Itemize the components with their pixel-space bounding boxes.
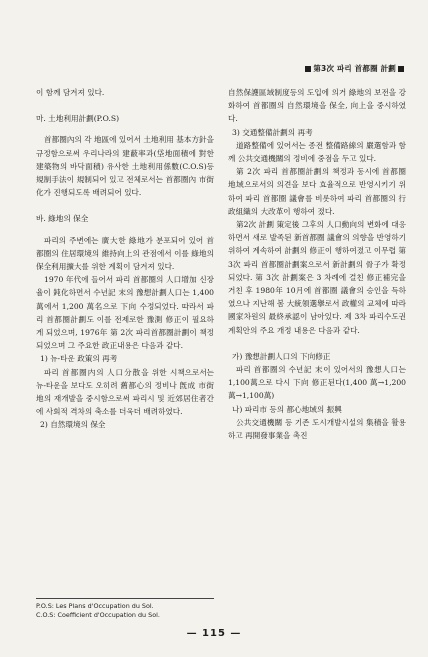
square-bullet-icon: [398, 66, 404, 72]
running-header-text: 第3次 파리 首都圈 計劃: [313, 64, 396, 73]
running-header: [303, 63, 406, 74]
paragraph: 第 2次 파리 首都圈計劃의 책정과 동시에 首都圈 地域으로서의 의견을 보다 효율적으로 반영시키기 위하여 파리 首都圈 議會를 비롯하여 파리 首都圈의 行政組織의 大改革이 행하여 졌다.: [228, 167, 406, 216]
right-column: [228, 86, 406, 442]
footnote: P.O.S: Les Plans d'Occupation du Sol.: [36, 602, 154, 610]
paragraph: 公共交通機關 등 기존 도시개발시설의 集積을 활용하고 再開發事業을 촉진: [228, 417, 406, 441]
paragraph: 나) 파리市 등의 都心地域의 振興: [232, 404, 342, 414]
paragraph: 파리의 주변에는 廣大한 綠地가 분포되어 있어 首都圈의 住居環境의 維持向上의 관점에서 이를 綠地의 保全利用擴大를 위한 계획이 담겨져 있다.: [36, 235, 214, 272]
paragraph: 首都圈內의 각 地區에 있어서 土地利用 基本方針을 규정함으로써 우리나라의 建蔽率과(垈地面積에 對한 建築物의 바닥面積) 유사한 土地利用係數(C.O.S)등 規制手法이 規制되어 있고 전체로서는 首都圈內 市街化가 진행되도록 배려되어 있다.: [36, 135, 214, 198]
paragraph: 自然保護區域制度등의 도입에 의거 綠地의 보전을 강화하여 首都圈의 自然環境을 保全, 向上을 중시하였다.: [228, 88, 406, 124]
square-bullet-icon: [305, 66, 311, 72]
paragraph: 道路整備에 있어서는 종전 整備路線의 嚴選함과 함께 公共交通機關의 정비에 중점을 두고 있다.: [228, 140, 406, 164]
paragraph: 1) 뉴-타운 政策의 再考: [40, 354, 118, 364]
paragraph: 가) 豫想計劃人口의 下向修正: [232, 351, 331, 361]
page-number: — 115 —: [186, 628, 242, 639]
paragraph: 이 함께 담겨져 있다.: [36, 88, 105, 97]
footnote: C.O.S: Coefficient d'Occupation du Sol.: [36, 611, 160, 619]
paragraph: 第2次 計劃 策定後 그후의 人口動向의 변화에 대응하면서 새로 발족된 新首都圈 議會의 의향을 반영하기 위하여 계속하여 計劃의 修正이 행하여졌고 이무렵 第 3次 파리 首都圈計劃案으로서 新計劃의 骨子가 확정되었다. 第 3次 計劃案은 3 차례에 걸친 修正補完을 거친 후 1980年 10月에 首都圈 議會의 승인을 득하였으나 지난해 봄 大統領選擧로서 政權의 교체에 따라 國家차원의 最終承認이 남아있다. 제 3차 파리수도권계획안의 주요 개정 내용은 다음과 같다.: [228, 220, 406, 335]
paragraph: 파리 首都圈의 수년記 末이 있어서의 豫想人口는 1,100萬으로 다시 下向 修正된다(1,400 萬→1,200 萬→1,100萬): [228, 365, 406, 401]
left-column: [36, 86, 214, 432]
paragraph: 파리 首都圈内의 人口分散을 위한 시책으로서는 뉴-타운을 보다도 오히려 舊都心의 정비나 旣成 市街地의 재개발을 중시함으로써 파리시 및 近郊居住者간에 사회적 격차의 축소를 더욱더 배려하였다.: [36, 367, 214, 417]
footnotes: [36, 598, 214, 620]
paragraph: 3) 交通整備計劃의 再考: [232, 127, 313, 137]
paragraph: 2) 自然環境의 保全: [40, 420, 106, 430]
paragraph: 1970 年代에 들어서 파리 首都圈의 人口增加 신장율이 鈍化하면서 수년記 末의 豫想計劃人口는 1,400 萬에서 1,200 萬名으로 下向 수정되었다. 따라서 파리 首都圈計劃도 이를 전제로한 豫測 修正이 필요하게 되었으며, 1976年 第 2次 파리首都圈計劃이 책정되었으며 그 주요한 政正내용은 다음과 같다.: [36, 275, 214, 351]
paragraph: 마. 土地利用計劃(P.O.S): [36, 114, 120, 124]
paragraph: 바. 綠地의 保全: [36, 214, 89, 224]
